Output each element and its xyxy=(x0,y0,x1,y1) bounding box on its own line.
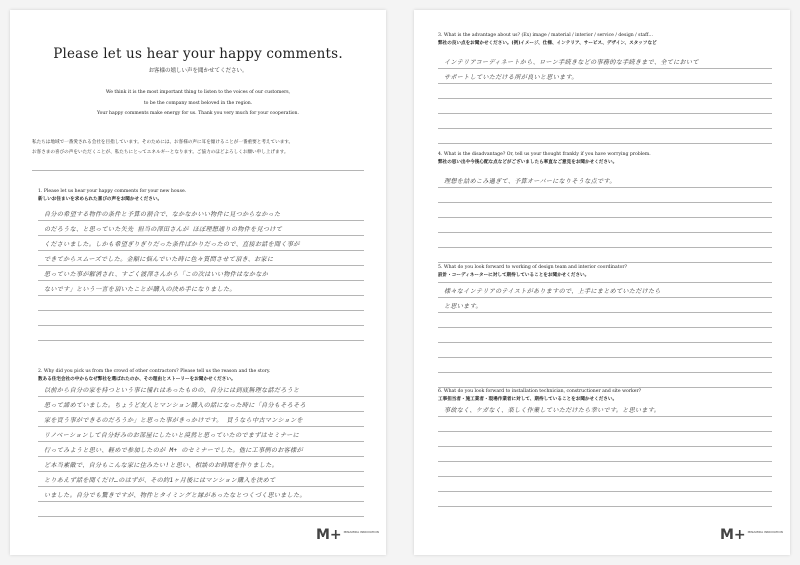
question-1 xyxy=(38,188,364,204)
answer-line xyxy=(438,313,772,328)
answer-line xyxy=(438,462,772,477)
intro-jp-line: 私たちは地域で一番愛される会社を目指しています。そのためには、お客様の声に耳を傾けることが一番重要と考えています。 xyxy=(32,140,294,145)
intro-line: We think it is the most important thing to listen to the voices of our customers, xyxy=(105,90,291,95)
answer-line xyxy=(38,442,364,457)
intro-japanese xyxy=(32,138,364,157)
company-logo xyxy=(720,527,783,543)
survey-page-right xyxy=(414,10,790,555)
answer-line xyxy=(38,266,364,281)
answer-text: 以前から自分の家を持つという事に憧れはあったものの、自分には到底無理な話だろうと xyxy=(44,387,300,394)
question-6-japanese: 工事担当者・施工業者・現場作業者に対して、期待していることをお聞かせください。 xyxy=(438,397,618,402)
answer-text: 自分の希望する物件の条件と予算の割合で、なかなかいい物件に見つからなかった xyxy=(44,211,281,218)
intro-english xyxy=(40,88,356,120)
page-title: Please let us hear your happy comments. xyxy=(53,46,343,62)
intro-jp-line: お客さまの喜びの声をいただくことが、私たちにとってエネルギーとなります。ご協力のほどよろしくお願い申し上げます。 xyxy=(32,149,289,155)
answer-line xyxy=(438,373,772,388)
question-4-japanese: 弊社の思い出や今後心配な点などがございましたら率直なご意見をお聞かせください。 xyxy=(438,160,618,165)
answer-text: 様々なインテリアのテイストがありますので、上手にまとめていただけたら xyxy=(444,288,661,295)
answer-line xyxy=(38,427,364,442)
answer-line xyxy=(38,502,364,517)
answer-line xyxy=(38,412,364,427)
answer-line xyxy=(38,206,364,221)
answer-text: リノベーションして自分好みのお部屋にしたいと漠然と思っていたのでまずはセミナーに xyxy=(44,432,300,439)
answer-line xyxy=(438,492,772,507)
answer-line xyxy=(438,343,772,358)
answer-line xyxy=(38,221,364,236)
logo-subtext: MINAMIDA INNOVATION xyxy=(747,530,783,534)
logo-mark: M+ xyxy=(720,527,746,543)
answer-line xyxy=(38,457,364,472)
answer-text: 行ってみようと思い、軽めで参加したのが M+ のセミナーでした。他に工事例のお客様が xyxy=(44,447,303,454)
answer-text: インテリアコーディネートから、ローン手続きなどの事務的な手続きまで、全てにおいて xyxy=(444,59,699,66)
answer-5-lines xyxy=(438,268,772,388)
answer-line xyxy=(438,114,772,129)
divider xyxy=(32,170,364,171)
answer-line xyxy=(438,203,772,218)
question-1-japanese: 新しいお住まいを求められた喜びの声をお聞かせください。 xyxy=(38,197,163,202)
answer-line xyxy=(438,129,772,144)
answer-text: 思って諦めていました。ちょうど友人とマンション購入の話になった時に「自分もそろそろ xyxy=(44,402,306,409)
answer-3-lines xyxy=(438,54,772,144)
answer-line xyxy=(438,173,772,188)
question-3-english: 3. What is the advantage about us? (Ex) image / material / interior / service / design / staff… xyxy=(438,33,653,38)
answer-line xyxy=(38,487,364,502)
question-1-english: 1. Please let us hear your happy comments for your new house. xyxy=(38,189,187,194)
answer-line xyxy=(438,328,772,343)
answer-line xyxy=(38,296,364,311)
answer-line xyxy=(438,268,772,283)
answer-line xyxy=(438,188,772,203)
company-logo xyxy=(316,527,379,543)
question-2-japanese: 数ある住宅会社の中からなぜ弊社を選ばれたのか、その理由とストーリーをお聞かせください。 xyxy=(38,377,236,382)
answer-line xyxy=(438,218,772,233)
question-6-english: 6. What do you look forward to installation technician, constructioner and site worker? xyxy=(438,389,642,394)
survey-page-left xyxy=(10,10,386,555)
question-5-japanese: 設計・コーディネーターに対して期待していることをお聞かせください。 xyxy=(438,273,590,278)
answer-line xyxy=(438,54,772,69)
logo-mark: M+ xyxy=(316,527,342,543)
answer-text: のだろうな、と思っていた矢先 担当の澤田さんが ほぼ理想通りの物件を見つけて xyxy=(44,226,283,233)
intro-line: to be the company most beloved in the region. xyxy=(143,100,253,106)
question-3-japanese: 弊社の良い点をお聞かせください。(例)イメージ、仕様、インテリア、サービス、デザイン、スタッフなど xyxy=(438,41,657,46)
intro-line: Your happy comments make energy for us. Thank you very much for your cooperation. xyxy=(97,111,299,116)
answer-text: くださいました。しかも希望ぎりぎりだった条件ばかりだったので、直接お話を聞く事が xyxy=(44,241,300,248)
question-4 xyxy=(438,151,772,167)
question-2-english: 2. Why did you pick us from the crowd of other contractors? Please tell us the reason and the story. xyxy=(38,369,271,374)
answer-line xyxy=(438,358,772,373)
answer-text: 思っていた事が解消され、すごく渡澤さんから「この次はいい物件はなかなか xyxy=(44,271,269,278)
page-subtitle: お客様の嬉しい声を聞かせてください。 xyxy=(148,68,248,74)
answer-text: ないです」という一言を頂いたことが購入の決め手になりました。 xyxy=(44,286,236,293)
answer-text: と思います。 xyxy=(444,303,482,310)
answer-line xyxy=(438,84,772,99)
question-3 xyxy=(438,32,772,48)
answer-line xyxy=(438,283,772,298)
answer-text: できてからスムーズでした。金額に悩んでいた時に色々質問させて頂き、お家に xyxy=(44,256,274,263)
answer-text: 事故なく、ケガなく、楽しく作業していただけたら幸いです。と思います。 xyxy=(444,407,661,414)
answer-6-lines xyxy=(438,388,772,507)
logo-subtext: MINAMIDA INNOVATION xyxy=(343,530,379,534)
answer-text: サポートしていただける所が良いと思います。 xyxy=(444,74,578,81)
answer-line xyxy=(438,432,772,447)
answer-line xyxy=(438,417,772,432)
answer-line xyxy=(438,402,772,417)
answer-line xyxy=(38,382,364,397)
answer-2-lines xyxy=(38,382,364,517)
answer-line xyxy=(438,298,772,313)
answer-line xyxy=(38,281,364,296)
answer-line xyxy=(438,99,772,114)
answer-line xyxy=(438,477,772,492)
answer-4-lines xyxy=(438,173,772,263)
answer-line xyxy=(438,69,772,84)
answer-text: いました。自分でも驚きですが、物件とタイミングと縁があったなとつくづく思いました。 xyxy=(44,492,306,499)
answer-line xyxy=(438,388,772,402)
answer-line xyxy=(438,248,772,263)
question-5-english: 5. What do you look forward to working of design team and interior coordinator? xyxy=(438,265,628,270)
answer-text: 家を買う事ができるのだろうか」と思った事がきっかけです。 買うなら中古マンションを xyxy=(44,417,303,424)
answer-line xyxy=(438,233,772,248)
answer-line xyxy=(38,472,364,487)
answer-line xyxy=(438,447,772,462)
answer-line xyxy=(38,397,364,412)
answer-line xyxy=(38,251,364,266)
question-4-english: 4. What is the disadvantage? Or, tell us your thought frankly if you have worrying problem. xyxy=(438,152,651,157)
answer-text: 理想を詰めこみ過ぎて、予算オーバーになりそうな点です。 xyxy=(444,178,616,185)
answer-line xyxy=(38,311,364,326)
answer-line xyxy=(38,326,364,341)
answer-line xyxy=(38,236,364,251)
answer-1-lines xyxy=(38,206,364,341)
answer-text: ど本当素敵で、自分もこんな家に住みたい!と思い、相談のお時間を作りました。 xyxy=(44,462,279,469)
answer-text: とりあえず話を聞くだけ…のはずが、その約1ヶ月後にはマンション購入を決めて xyxy=(44,477,276,484)
